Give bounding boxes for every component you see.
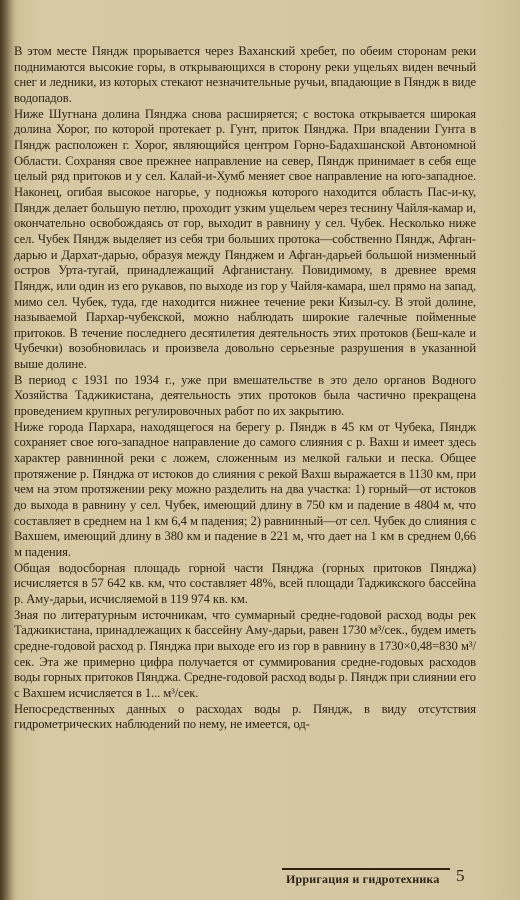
footer-rule — [282, 868, 450, 870]
running-footer-title: Ирригация и гидротехника — [286, 872, 440, 886]
paragraph-discharge: Зная по литературным источникам, что суммарный средне-годовой расход воды рек Таджикистана, принадлежащих к бассейну Аму-дарьи, равен 1730 м³/сек., будем иметь средне-годовой расход р. Пянджа при выходе его из гор в равнину в 1730×0,48=830 м³/сек. Эта же примерно цифра получается от суммирования средне-годовых расходов воды горных притоков Пянджа. Средне-годовой расход воды р. Пяндж при слиянии его с Вахшем исчисляется в 1... м³/сек. — [14, 607, 476, 700]
paragraph-pyanj-valley: Ниже Шугнана долина Пянджа снова расширяется; с востока открывается широкая долина Хорог, по которой протекает р. Гунт, приток Пянджа. При впадении Гунта в Пяндж расположен г. Хорог, являющийся центром Горно-Бадахшанской Автономной Области. Сохраняя свое прежнее направление на север, Пяндж принимает в себя еще целый ряд притоков и у сел. Калай-и-Хумб меняет свое направление на юго-западное. Наконец, огибая высокое нагорье, у подножья которого находится область Пас-и-ку, Пяндж делает большую петлю, проходит узким ущельем через теснину Чайля-камар и, окончательно освобождаясь от гор, выходит в равнину у сел. Чубек. Несколько ниже сел. Чубек Пяндж выделяет из себя три больших протока—собственно Пяндж, Афган-дарью и Дархат-дарью, образуя между Пянджем и Афган-дарьей большой низменный остров Урта-тугай, принадлежащий Афганистану. Повидимому, в древнее время Пяндж, или один из его рукавов, по выходе из гор у Чайля-камара, шел прямо на запад, мимо сел. Чубек, туда, где находится нижнее течение реки Кизыл-су. В этой долине, называемой Пархар-чубекской, можно наблюдать широкие галечные пойменные притоков. В течение последнего десятилетия деятельность этих протоков (Беш-кале и Чубечки) возобновилась и произвела довольно серьезные разрушения в указанной выше долине. — [14, 106, 476, 372]
page-number: 5 — [456, 866, 465, 885]
paragraph-vakhan-gorge: В этом месте Пяндж прорывается через Ваханский хребет, по обеим сторонам реки поднимаются высокие горы, в открывающихся в сторону реки ущельях виден вечный снег и ледники, из которых стекают незначительные ручьи, впадающие в Пяндж в виде водопадов. — [14, 44, 476, 105]
paragraph-regulation-works: В период с 1931 по 1934 г., уже при вмешательстве в это дело органов Водного Хозяйства Таджикистана, деятельность этих протоков была частично прекращена проведением крупных регулировочных работ по их закрытию. — [14, 372, 476, 419]
binding-shadow — [0, 0, 14, 900]
paragraph-no-data: Непосредственных данных о расходах воды р. Пяндж, в виду отсутствия гидрометрических наблюдений по нему, не имеется, од- — [14, 701, 476, 732]
article-body — [14, 44, 476, 733]
paragraph-river-length: Ниже города Пархара, находящегося на берегу р. Пяндж в 45 км от Чубека, Пяндж сохраняет свое юго-западное направление до самого слияния с р. Вахш и имеет здесь характер равнинной реки с ложем, сложенным из мелкой гальки и песка. Общее протяжение р. Пянджа от истоков до слияния с рекой Вахш выражается в 1130 км, при чем на этом протяжении реку можно разделить на два участка: 1) горный—от истоков до выхода в равнину у сел. Чубек, имеющий длину в 750 км и падение в 4804 м, что составляет в среднем на 1 км 6,4 м падения; 2) равнинный—от сел. Чубек до слияния с Вахшем, имеющий длину в 380 км и падение в 221 м, что дает на 1 км в среднем 0,66 м падения. — [14, 419, 476, 559]
paragraph-catchment-area: Общая водосборная площадь горной части Пянджа (горных притоков Пянджа) исчисляется в 57 642 кв. км, что составляет 48%, всей площади Таджикского бассейна р. Аму-дарьи, исчисляемой в 119 974 кв. км. — [14, 560, 476, 606]
